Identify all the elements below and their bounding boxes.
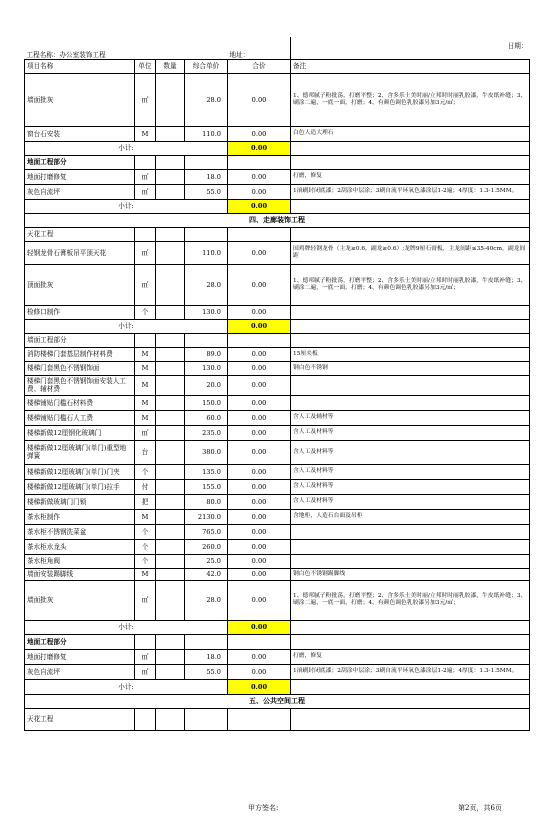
item-qty (156, 425, 185, 440)
item-note: 国鸡牌轻钢龙骨（主龙≥0.6，副龙≥0.6）;龙牌9厘石膏板，主龙间距≤35-40cm，副龙间距 (291, 241, 530, 264)
item-note: 1、德邦腻子粉批荡，打磨平整；2、含多乐士美时丽/立邦时时丽乳胶漆，牛皮纸补缝；3、刷涂二遍，一底一面，打磨；4、有颜色调色乳胶漆另加3元/㎡； (291, 580, 530, 620)
item-qty (156, 649, 185, 664)
item-note: 1滚刷封闭底漆；2刮涂中层涂；3刷自流平环氧色漆涂层1-2遍；4厚度：1.3-1.5MM。 (291, 664, 530, 679)
item-note (291, 524, 530, 539)
item-total: 0.00 (228, 241, 291, 264)
item-note: 含人工及材料等 (291, 479, 530, 494)
empty-cell (156, 227, 185, 241)
item-unit-price: 80.0 (185, 494, 228, 509)
table-row (25, 395, 530, 410)
item-name: 轻钢龙骨石膏板吊平顶天花 (25, 241, 135, 264)
item-note: 含人工及材料等 (291, 425, 530, 440)
empty-cell (185, 708, 228, 730)
table-row (25, 554, 530, 568)
item-total: 0.00 (228, 347, 291, 361)
item-unit-price: 18.0 (185, 169, 228, 184)
item-qty (156, 539, 185, 554)
item-note: 钢白色不锈钢踢脚线 (291, 568, 530, 580)
item-name: 楼梯铺贴门槛石材料费 (25, 395, 135, 410)
item-total: 0.00 (228, 554, 291, 568)
item-note: 1、德邦腻子粉批荡，打磨平整；2、含多乐士美时丽/立邦时时丽乳胶漆，牛皮纸补缝；3、刷涂二遍，一底一面，打磨；4、有颜色调色乳胶漆另加3元/㎡； (291, 73, 530, 126)
item-name: 茶水柜不锈钢洗菜盆 (25, 524, 135, 539)
item-total: 0.00 (228, 664, 291, 679)
table-row (25, 264, 530, 305)
item-unit: 付 (135, 479, 156, 494)
item-unit: M (135, 347, 156, 361)
item-unit: ㎡ (135, 580, 156, 620)
table-body (25, 37, 530, 730)
item-unit: 个 (135, 539, 156, 554)
item-name: 楼梯新做12厘玻璃门(单门)拉手 (25, 479, 135, 494)
empty-cell (135, 708, 156, 730)
empty-cell (135, 634, 156, 649)
table-row (25, 479, 530, 494)
item-unit: 个 (135, 305, 156, 319)
item-qty (156, 580, 185, 620)
item-name: 楼梯门套黑色不锈钢饰面安装人工费、辅材费 (25, 375, 135, 395)
empty-cell (135, 227, 156, 241)
empty-cell (291, 634, 530, 649)
empty-cell (291, 227, 530, 241)
item-unit-price: 110.0 (185, 126, 228, 141)
item-total: 0.00 (228, 73, 291, 126)
subtotal-note (291, 620, 530, 634)
item-unit-price: 28.0 (185, 580, 228, 620)
project-name: 工程名称：办公室装饰工程 (26, 50, 106, 59)
item-qty (156, 184, 185, 199)
group-heading: 地面工程部分 (25, 155, 135, 169)
item-total: 0.00 (228, 395, 291, 410)
item-qty (156, 347, 185, 361)
item-name: 楼梯门套黑色不锈钢饰面 (25, 361, 135, 375)
item-note: 白色人造大理石 (291, 126, 530, 141)
item-qty (156, 169, 185, 184)
item-total: 0.00 (228, 580, 291, 620)
item-name: 墙面批灰 (25, 73, 135, 126)
item-total: 0.00 (228, 440, 291, 464)
subtotal-value: 0.00 (228, 141, 291, 155)
item-unit-price: 130.0 (185, 305, 228, 319)
item-unit-price: 60.0 (185, 410, 228, 425)
item-unit: ㎡ (135, 184, 156, 199)
table-row (25, 410, 530, 425)
table-row (25, 440, 530, 464)
empty-cell (291, 155, 530, 169)
item-unit: ㎡ (135, 169, 156, 184)
item-qty (156, 554, 185, 568)
item-note: 含人工及材料等 (291, 494, 530, 509)
item-qty (156, 479, 185, 494)
empty-cell (185, 333, 228, 347)
item-total: 0.00 (228, 361, 291, 375)
subtotal-label: 小计: (25, 319, 228, 333)
item-unit-price: 235.0 (185, 425, 228, 440)
section-heading: 四、走廊装饰工程 (25, 213, 530, 227)
item-unit-price: 18.0 (185, 649, 228, 664)
item-note: 含地柜，人造石台面及吊柜 (291, 509, 530, 524)
item-qty (156, 126, 185, 141)
quotation-sheet (24, 37, 529, 731)
col-header-total: 合价 (228, 59, 291, 73)
item-qty (156, 509, 185, 524)
item-qty (156, 664, 185, 679)
item-unit: 个 (135, 524, 156, 539)
table-row (25, 580, 530, 620)
item-name: 楼梯铺贴门槛石人工费 (25, 410, 135, 425)
item-unit-price: 260.0 (185, 539, 228, 554)
table-row (25, 184, 530, 199)
item-qty (156, 440, 185, 464)
subtotal-label: 小计: (25, 620, 228, 634)
item-unit-price: 135.0 (185, 464, 228, 479)
table-row (25, 464, 530, 479)
quotation-table (24, 37, 530, 731)
item-name: 顶面批灰 (25, 264, 135, 305)
item-unit: M (135, 361, 156, 375)
item-total: 0.00 (228, 169, 291, 184)
item-note: 含人工及材料等 (291, 440, 530, 464)
item-unit-price: 130.0 (185, 361, 228, 375)
item-name: 窗台石安装 (25, 126, 135, 141)
subtotal-label: 小计: (25, 199, 228, 213)
date-label: 日期： (291, 37, 530, 59)
empty-cell (228, 227, 291, 241)
item-unit-price: 89.0 (185, 347, 228, 361)
address-label: 地址： (229, 50, 250, 59)
item-name: 楼梯新做玻璃门门锁 (25, 494, 135, 509)
item-qty (156, 410, 185, 425)
empty-cell (228, 634, 291, 649)
item-unit: M (135, 395, 156, 410)
empty-cell (156, 708, 185, 730)
item-note (291, 305, 530, 319)
item-unit-price: 55.0 (185, 664, 228, 679)
item-total: 0.00 (228, 375, 291, 395)
empty-cell (228, 333, 291, 347)
empty-cell (291, 333, 530, 347)
group-heading-row (25, 634, 530, 649)
item-note: 1、德邦腻子粉批荡，打磨平整；2、含多乐士美时丽/立邦时时丽乳胶漆，牛皮纸补缝；3、刷涂二遍，一底一面，打磨；4、有颜色调色乳胶漆另加3元/㎡； (291, 264, 530, 305)
item-total: 0.00 (228, 524, 291, 539)
item-note: 打磨，修复 (291, 169, 530, 184)
item-total: 0.00 (228, 410, 291, 425)
table-row (25, 425, 530, 440)
item-name: 灰色自流坪 (25, 664, 135, 679)
item-name: 墙面批灰 (25, 580, 135, 620)
table-row (25, 347, 530, 361)
table-row (25, 375, 530, 395)
subtotal-label: 小计: (25, 679, 228, 694)
subtotal-value: 0.00 (228, 620, 291, 634)
item-unit: M (135, 375, 156, 395)
item-total: 0.00 (228, 184, 291, 199)
col-header-price: 综合单价 (185, 59, 228, 73)
item-qty (156, 494, 185, 509)
item-unit: 个 (135, 554, 156, 568)
item-note (291, 539, 530, 554)
item-unit-price: 25.0 (185, 554, 228, 568)
item-note: 1滚刷封闭底漆；2刮涂中层涂；3刷自流平环氧色漆涂层1-2遍；4厚度：1.3-1.5MM。 (291, 184, 530, 199)
item-note: 打磨，修复 (291, 649, 530, 664)
item-total: 0.00 (228, 425, 291, 440)
subtotal-row (25, 319, 530, 333)
item-total: 0.00 (228, 479, 291, 494)
item-name: 茶水柜制作 (25, 509, 135, 524)
item-unit: ㎡ (135, 649, 156, 664)
group-heading: 墙面工程部分 (25, 333, 135, 347)
item-qty (156, 264, 185, 305)
item-total: 0.00 (228, 509, 291, 524)
table-row (25, 539, 530, 554)
item-name: 楼梯新做12厘玻璃门(单门)门夹 (25, 464, 135, 479)
item-qty (156, 241, 185, 264)
table-row (25, 73, 530, 126)
signature-label: 甲方签名: (248, 804, 279, 812)
empty-cell (185, 155, 228, 169)
col-header-qty: 数量 (156, 59, 185, 73)
group-heading-row (25, 333, 530, 347)
group-heading: 天花工程 (25, 708, 135, 730)
item-unit-price: 42.0 (185, 568, 228, 580)
item-note (291, 375, 530, 395)
section-heading-row (25, 213, 530, 227)
subtotal-row (25, 679, 530, 694)
item-unit-price: 150.0 (185, 395, 228, 410)
section-heading-row (25, 694, 530, 708)
item-name: 消防楼梯门套基层制作材料费 (25, 347, 135, 361)
subtotal-note (291, 319, 530, 333)
item-note: 含人工及辅材等 (291, 410, 530, 425)
item-unit-price: 2130.0 (185, 509, 228, 524)
column-header-row (25, 59, 530, 73)
table-row (25, 241, 530, 264)
empty-cell (135, 333, 156, 347)
empty-cell (156, 333, 185, 347)
item-name: 楼梯新做12厘钢化玻璃门 (25, 425, 135, 440)
item-qty (156, 395, 185, 410)
table-row (25, 361, 530, 375)
item-note: 钢白色不锈钢 (291, 361, 530, 375)
empty-cell (228, 708, 291, 730)
subtotal-label: 小计: (25, 141, 228, 155)
item-qty (156, 73, 185, 126)
item-unit: ㎡ (135, 241, 156, 264)
item-unit-price: 380.0 (185, 440, 228, 464)
item-unit: M (135, 509, 156, 524)
item-unit: 个 (135, 464, 156, 479)
col-header-note: 备注 (291, 59, 530, 73)
subtotal-value: 0.00 (228, 679, 291, 694)
empty-cell (291, 708, 530, 730)
table-row (25, 568, 530, 580)
item-total: 0.00 (228, 126, 291, 141)
item-qty (156, 375, 185, 395)
item-unit-price: 20.0 (185, 375, 228, 395)
item-name: 灰色自流坪 (25, 184, 135, 199)
item-name: 地面打磨修复 (25, 169, 135, 184)
item-unit: 台 (135, 440, 156, 464)
header-row (25, 37, 530, 59)
item-qty (156, 524, 185, 539)
item-total: 0.00 (228, 649, 291, 664)
group-heading-row (25, 155, 530, 169)
table-row (25, 524, 530, 539)
subtotal-note (291, 679, 530, 694)
item-total: 0.00 (228, 539, 291, 554)
group-heading-row (25, 227, 530, 241)
item-unit: ㎡ (135, 73, 156, 126)
item-name: 地面打磨修复 (25, 649, 135, 664)
item-unit-price: 765.0 (185, 524, 228, 539)
table-row (25, 305, 530, 319)
item-unit: M (135, 410, 156, 425)
table-row (25, 509, 530, 524)
item-name: 检修口制作 (25, 305, 135, 319)
item-unit: M (135, 568, 156, 580)
subtotal-note (291, 199, 530, 213)
table-row (25, 169, 530, 184)
item-unit-price: 110.0 (185, 241, 228, 264)
item-unit-price: 28.0 (185, 264, 228, 305)
item-unit: ㎡ (135, 664, 156, 679)
table-row (25, 649, 530, 664)
col-header-name: 项目名称 (25, 59, 135, 73)
table-row (25, 126, 530, 141)
item-unit: 把 (135, 494, 156, 509)
empty-cell (156, 155, 185, 169)
page-number: 第2页，共6页 (458, 804, 502, 812)
empty-cell (156, 634, 185, 649)
item-total: 0.00 (228, 568, 291, 580)
item-total: 0.00 (228, 264, 291, 305)
subtotal-note (291, 141, 530, 155)
item-note: 含人工及材料等 (291, 464, 530, 479)
empty-cell (228, 155, 291, 169)
item-note (291, 395, 530, 410)
group-heading-row (25, 708, 530, 730)
table-row (25, 664, 530, 679)
subtotal-value: 0.00 (228, 199, 291, 213)
item-name: 茶水柜角阀 (25, 554, 135, 568)
item-note (291, 554, 530, 568)
item-unit: ㎡ (135, 264, 156, 305)
item-unit-price: 28.0 (185, 73, 228, 126)
table-row (25, 494, 530, 509)
item-name: 墙面安装踢脚线 (25, 568, 135, 580)
item-qty (156, 361, 185, 375)
subtotal-row (25, 141, 530, 155)
group-heading: 天花工程 (25, 227, 135, 241)
item-name: 楼梯新做12厘玻璃门(单门)重型地弹簧 (25, 440, 135, 464)
item-total: 0.00 (228, 494, 291, 509)
subtotal-row (25, 620, 530, 634)
group-heading: 地面工程部分 (25, 634, 135, 649)
item-unit-price: 155.0 (185, 479, 228, 494)
item-unit-price: 55.0 (185, 184, 228, 199)
item-note: 15厘夹板 (291, 347, 530, 361)
item-qty (156, 568, 185, 580)
item-name: 茶水柜水龙头 (25, 539, 135, 554)
empty-cell (185, 634, 228, 649)
item-qty (156, 464, 185, 479)
col-header-unit: 单位 (135, 59, 156, 73)
item-total: 0.00 (228, 464, 291, 479)
item-qty (156, 305, 185, 319)
subtotal-row (25, 199, 530, 213)
item-unit: M (135, 126, 156, 141)
item-total: 0.00 (228, 305, 291, 319)
empty-cell (185, 227, 228, 241)
empty-cell (135, 155, 156, 169)
item-unit: ㎡ (135, 425, 156, 440)
section-heading: 五、公共空间工程 (25, 694, 530, 708)
subtotal-value: 0.00 (228, 319, 291, 333)
